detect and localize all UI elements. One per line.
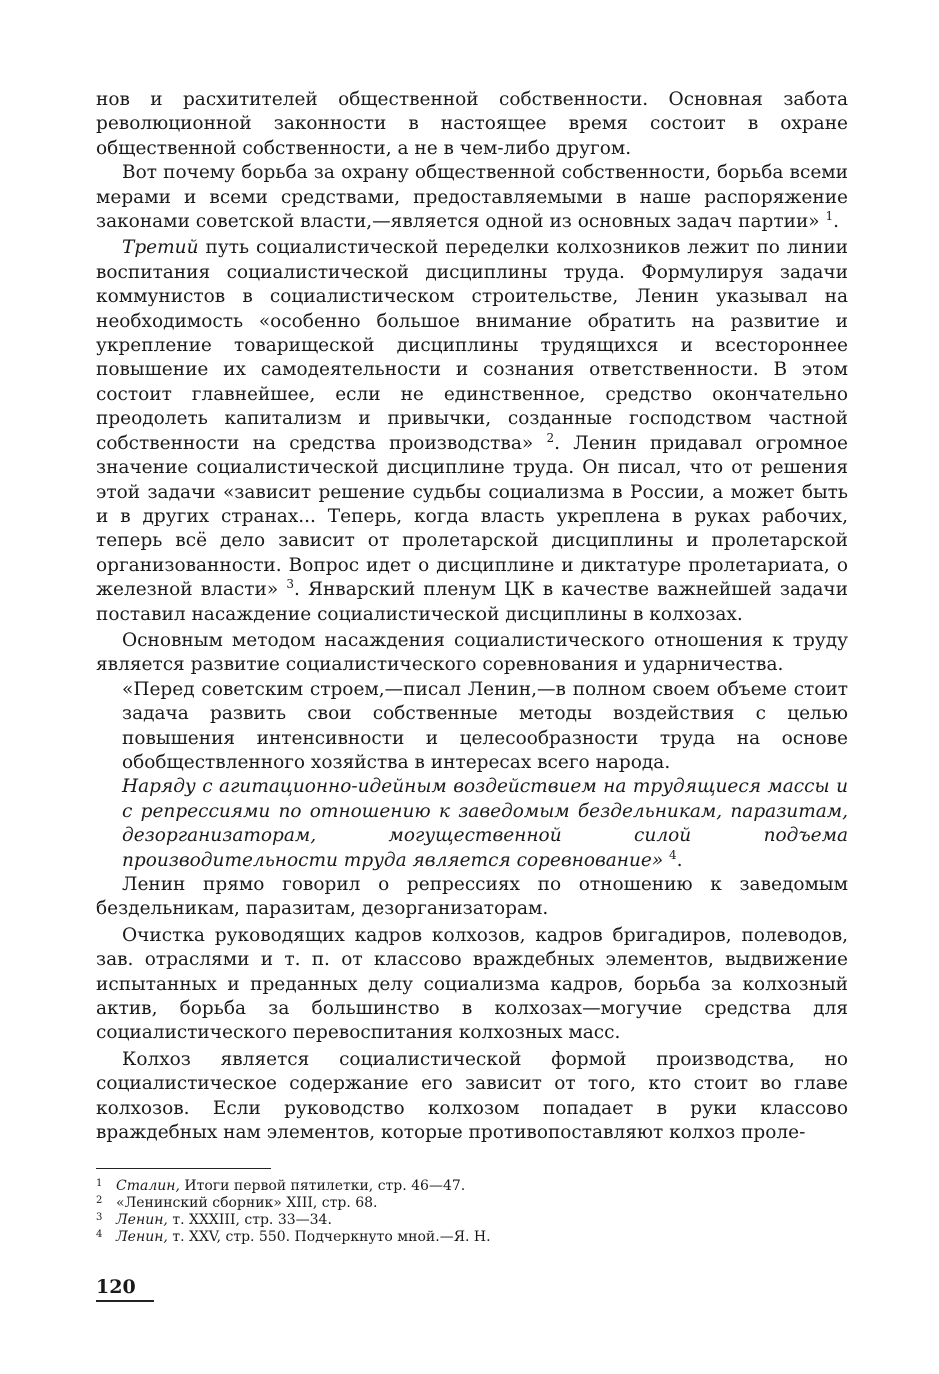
footnote-author: Ленин,	[116, 1212, 168, 1228]
footnote-mark: 4	[96, 1229, 103, 1240]
footnote-text: т. XXV, стр. 550. Подчеркнуто мной.—Я. Н.	[167, 1229, 491, 1245]
footnote-mark: 2	[96, 1195, 103, 1206]
footnote-ref-4: 4	[669, 847, 677, 862]
footnotes	[96, 1178, 796, 1246]
footnote-text: т. XXXIII, стр. 33—34.	[167, 1212, 332, 1228]
quote-italic-paragraph	[96, 775, 848, 873]
paragraph-9: Колхоз является социалистической формой производства, но социалистическое содержание его зависит от того, кто стоит во главе колхозов. Если руководство колхозом попадает в руки классово враждебных нам элементов, которые противопоставляют колхоз проле-	[96, 1048, 848, 1144]
quote-end-period: .	[676, 849, 683, 871]
footnote-ref-3: 3	[286, 576, 294, 591]
footnote-ref-2: 2	[546, 430, 555, 445]
footnote-mark: 1	[96, 1178, 103, 1189]
page-number-underline	[96, 1300, 154, 1302]
paragraph-3-part-a: путь социалистической переделки колхозников лежит по линии воспитания социалистической дисциплины труда. Формулируя задачи коммунистов в социалистическом строительстве, Ленин указывал на необходимость «особенно большое внимание обратить на развитие и укрепление товарищеской дисциплины трудящихся и всестороннее повышение их самодеятельности и сознания ответственности. В этом состоит главнейшее, если не единственное, средство окончательно преодолеть капитализм и привычки, созданные господством частной собственности на средства производства»	[96, 237, 848, 454]
footnote-1	[96, 1178, 796, 1195]
footnote-author: Сталин,	[116, 1178, 180, 1194]
paragraph-3-part-c: . Январский пленум ЦК в качестве важнейшей задачи поставил насаждение социалистической дисциплины в колхозах.	[96, 579, 848, 625]
paragraph-2: Вот почему борьба за охрану общественной собственности, борьба всеми мерами и всеми средствами, предоставляемыми в наше распоряжение законами советской власти,—является одной из основных задач партии» $^1$.	[96, 162, 848, 233]
paragraph-3-italic-lead: Третий	[122, 237, 199, 259]
paragraph-3	[96, 236, 848, 627]
footnote-4	[96, 1229, 796, 1246]
paragraph-7: Ленин прямо говорил о репрессиях по отношению к заведомым бездельникам, паразитам, дезорганизаторам.	[96, 874, 848, 920]
main-text	[96, 88, 848, 1145]
footnote-3	[96, 1212, 796, 1229]
quote-italic-text: Наряду с агитационно-идейным воздействием на трудящиеся массы и с репрессиями по отношению к заведомым бездельникам, паразитам, дезорганизаторам, могущественной силой подъема производительности труда является соревнование»	[122, 776, 848, 871]
footnote-text: Итоги первой пятилетки, стр. 46—47.	[179, 1178, 466, 1194]
footnote-ref-1: 1	[825, 208, 834, 223]
footnote-2	[96, 1195, 796, 1212]
paragraph-3-part-b: . Ленин придавал огромное значение социалистической дисциплине труда. Он писал, что от решения этой задачи «зависит решение судьбы социализма в России, а может быть и в других странах... Теперь, когда власть укреплена в руках рабочих, теперь всё дело зависит от пролетарской дисциплины и пролетарской организованности. Вопрос идет о дисциплине и диктатуре пролетариата, о железной власти»	[96, 432, 848, 601]
footnote-mark: 3	[96, 1212, 103, 1223]
footnote-author: Ленин,	[116, 1229, 168, 1245]
paragraph-1: нов и расхитителей общественной собственности. Основная забота революционной законности в настоящее время состоит в охране общественной собственности, а не в чем-либо другом.	[96, 89, 848, 159]
paragraph-8: Очистка руководящих кадров колхозов, кадров бригадиров, полеводов, зав. отраслями и т. п. от классово враждебных элементов, выдвижение испытанных и преданных делу социализма кадров, борьба за колхозный актив, борьба за большинство в колхозах—могучие средства для социалистического перевоспитания колхозных масс.	[96, 924, 848, 1044]
paragraph-2-text: Вот почему борьба за охрану общественной собственности, борьба всеми мерами и всеми средствами, предоставляемыми в наше распоряжение законами советской власти,—является одной из основных задач партии»	[96, 162, 848, 233]
paragraph-4: Основным методом насаждения социалистического отношения к труду является развитие социалистического соревнования и ударничества.	[96, 629, 848, 676]
footnote-text: «Ленинский сборник» XIII, стр. 68.	[116, 1195, 378, 1211]
page-number: 120	[96, 1276, 136, 1298]
quote-paragraph: «Перед советским строем,—писал Ленин,—в полном своем объеме стоит задача развить свои собственные методы воздействия с целью повышения интенсивности и целесообразности труда на основе обобществленного хозяйства в интересах всего народа.	[122, 678, 848, 773]
footnote-divider	[96, 1168, 271, 1169]
